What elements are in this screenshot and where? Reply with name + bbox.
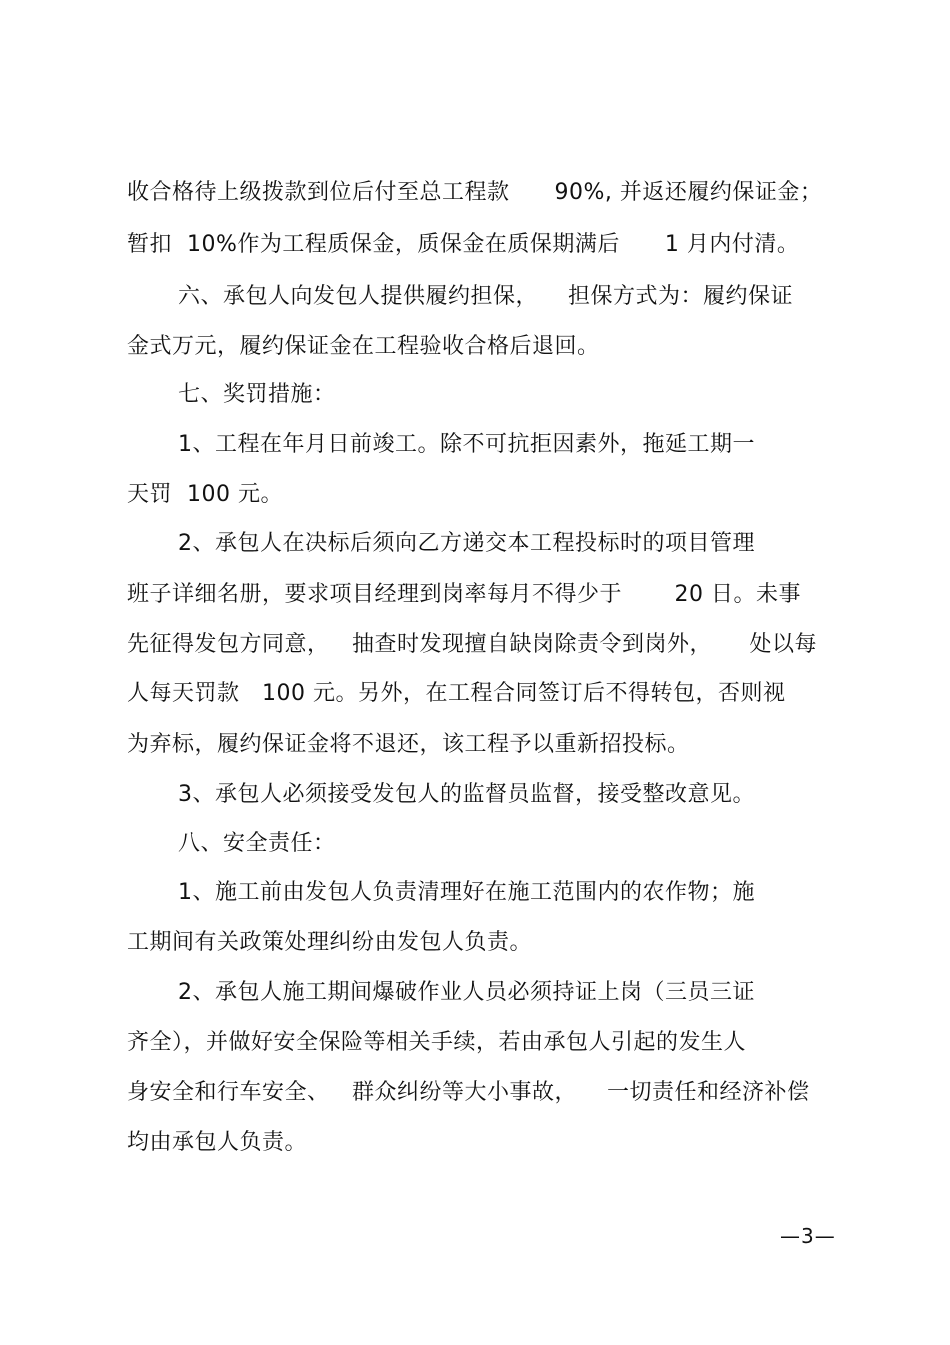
text-line: 人每天罚款 100 元。另外，在工程合同签订后不得转包，否则视 <box>127 681 786 706</box>
section-heading: 七、奖罚措施： <box>178 382 336 407</box>
text-line: 3、承包人必须接受发包人的监督员监督，接受整改意见。 <box>178 782 755 807</box>
text-line: 身安全和行车安全、 群众纠纷等大小事故， 一切责任和经济补偿 <box>127 1080 810 1105</box>
page-number: —3— <box>780 1224 836 1248</box>
text-line: 天罚 100 元。 <box>127 482 283 507</box>
text-line: 工期间有关政策处理纠纷由发包人负责。 <box>127 930 533 955</box>
text-line: 先征得发包方同意， 抽查时发现擅自缺岗除责令到岗外， 处以每 <box>127 632 817 657</box>
text-line: 齐全），并做好安全保险等相关手续，若由承包人引起的发生人 <box>127 1030 747 1055</box>
text-line: 2、承包人在决标后须向乙方递交本工程投标时的项目管理 <box>178 531 755 556</box>
text-line: 收合格待上级拨款到位后付至总工程款 90%, 并返还履约保证金； <box>127 180 823 205</box>
section-heading: 八、安全责任： <box>178 831 336 856</box>
text-line: 暂扣 10%作为工程质保金，质保金在质保期满后 1 月内付清。 <box>127 232 800 257</box>
text-line: 为弃标，履约保证金将不退还，该工程予以重新招投标。 <box>127 732 690 757</box>
text-line: 六、承包人向发包人提供履约担保， 担保方式为：履约保证 <box>178 284 793 309</box>
text-line: 金式万元，履约保证金在工程验收合格后退回。 <box>127 334 600 359</box>
text-line: 2、承包人施工期间爆破作业人员必须持证上岗（三员三证 <box>178 980 755 1005</box>
text-line: 均由承包人负责。 <box>127 1130 308 1155</box>
text-line: 1、施工前由发包人负责清理好在施工范围内的农作物；施 <box>178 880 755 905</box>
text-line: 1、工程在年月日前竣工。除不可抗拒因素外，拖延工期一 <box>178 432 755 457</box>
text-line: 班子详细名册，要求项目经理到岗率每月不得少于 20 日。未事 <box>127 582 801 607</box>
